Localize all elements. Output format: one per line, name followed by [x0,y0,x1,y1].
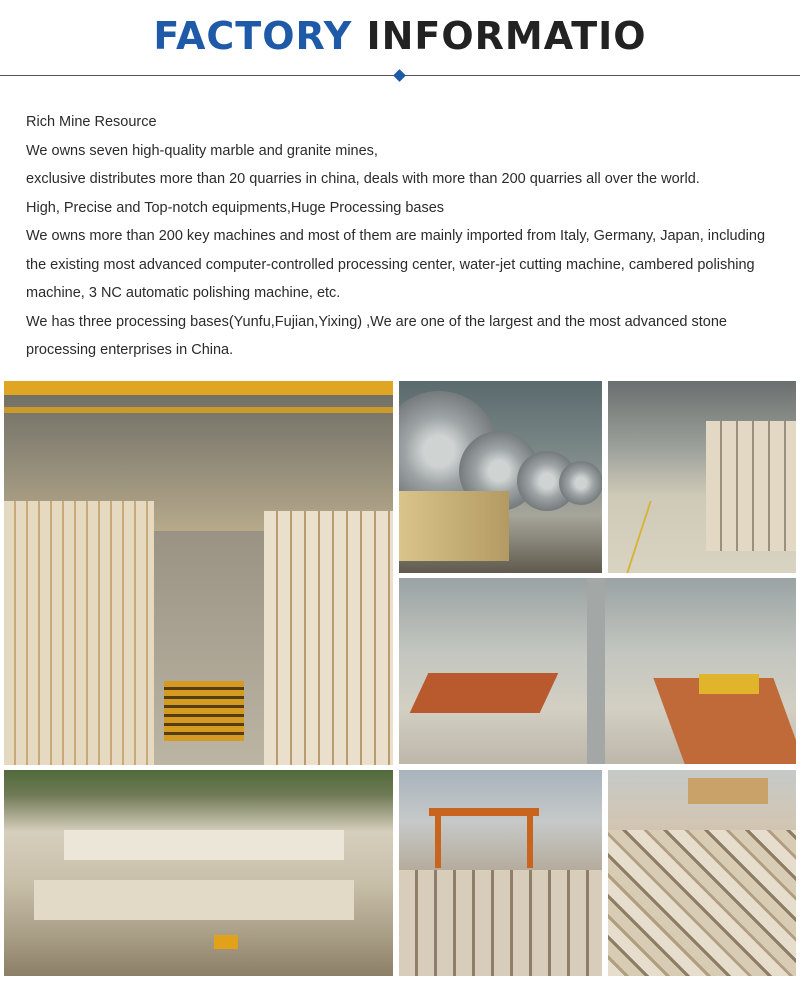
text-line: We owns more than 200 key machines and most of them are mainly imported from Italy, Germany, Japan, including [26,228,766,244]
text-line: Rich Mine Resource [26,114,157,130]
title-rest: INFORMATIO [366,14,647,58]
title-highlight: FACTORY [153,14,353,58]
text-line: High, Precise and Top-notch equipments,Huge Processing bases [26,199,445,216]
text-line: exclusive distributes more than 20 quarries in china, deals with more than 200 quarries all over the world. [26,171,700,187]
warehouse-aisle-photo [608,381,796,573]
polishing-line-photo [399,578,796,764]
quarry-photo [4,770,393,976]
text-line: the existing most advanced computer-controlled processing center, water-jet cutting machine, cambered polishing [26,256,755,273]
crane-yard-photo [399,770,602,976]
text-line: machine, 3 NC automatic polishing machine, etc. [26,285,341,301]
text-line: We has three processing bases(Yunfu,Fujian,Yixing) ,We are one of the largest and the most advanced stone [26,313,727,330]
text-line: We owns seven high-quality marble and granite mines, [26,142,378,159]
header [0,0,800,90]
blocks-yard-photo [608,770,796,976]
factory-workshop-photo [4,381,393,765]
diamond-icon [393,69,406,82]
text-line: processing enterprises in China. [26,342,234,358]
page-title [0,14,800,58]
saw-blades-photo [399,381,602,573]
factory-description [26,108,786,365]
